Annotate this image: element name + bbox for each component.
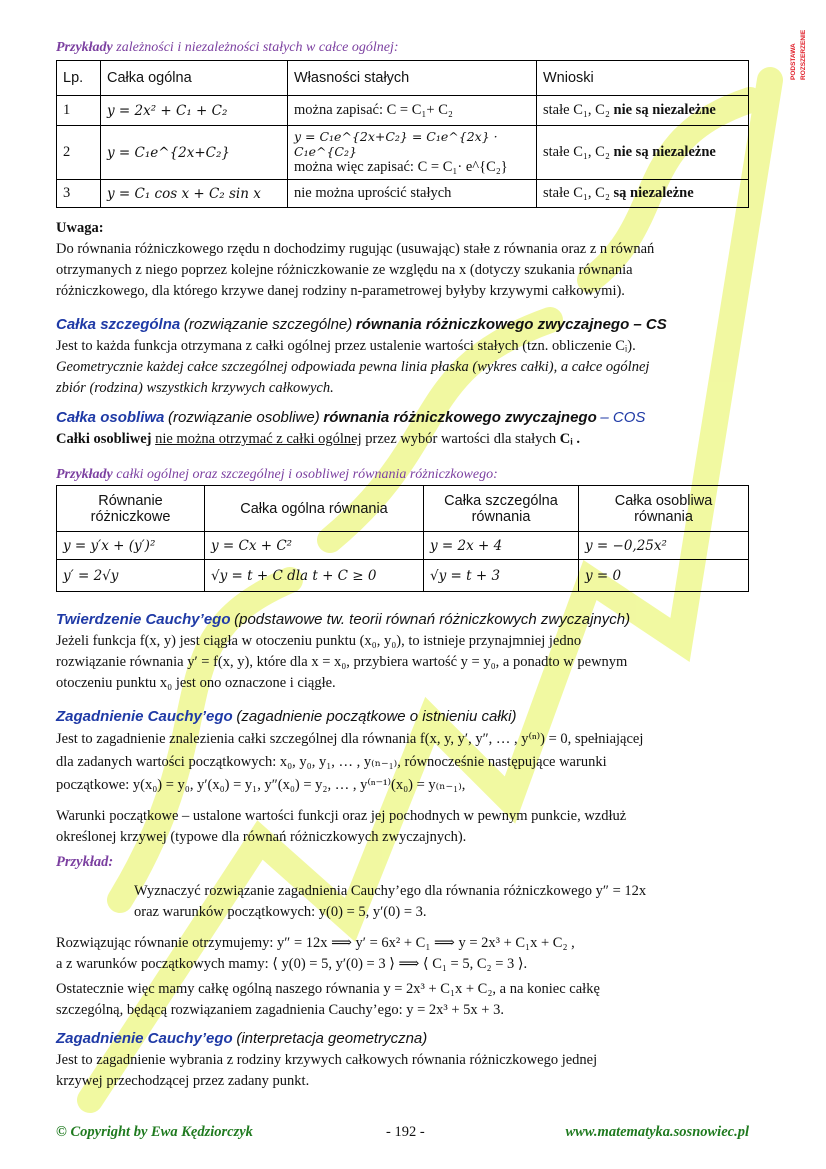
th-integral: Całka ogólna: [101, 61, 288, 96]
examples-2-title: Przykłady całki ogólnej oraz szczególnej i osobliwej równania różniczkowego:: [56, 467, 498, 482]
cell-singular: y = 0: [579, 560, 749, 592]
geometric-line: Jest to zagadnienie wybrania z rodziny krzywych całkowych równania różniczkowego jednej: [56, 1052, 598, 1069]
cos-rest: przez wybór wartości dla stałych: [365, 431, 557, 448]
table-row: [57, 126, 749, 180]
cauchy-problem-heading: Zagadnienie Cauchy’ego: [56, 708, 233, 725]
cauchy-problem-line: Jest to zagadnienie znalezienia całki szczególnej dla równania f(x, y, y′, y″, … , y⁽ⁿ⁾) = 0, spełniającej: [56, 731, 644, 748]
cauchy-theorem-line: rozwiązanie równania y′ = f(x, y), które dla x = x₀, przybiera wartość y = y₀, a ponadto w pewnym: [56, 654, 628, 671]
cell-integral: y = C₁e^{2x+C₂}: [101, 126, 288, 180]
footer-copyright: © Copyright by Ewa Kędziorczyk: [56, 1124, 253, 1140]
footer-page-number: - 192 -: [386, 1124, 425, 1140]
cell-singular: y = −0,25x²: [579, 532, 749, 560]
geometric-line: krzywej przechodzącej przez zadany punkt.: [56, 1073, 310, 1090]
cauchy-problem-line: Warunki początkowe – ustalone wartości funkcji oraz jej pochodnych w pewnym punkcie, wzdłuż: [56, 807, 627, 824]
example-title: Przykład:: [56, 854, 114, 870]
level-tag-basic: PODSTAWA: [790, 43, 797, 80]
cs-heading-mid: (rozwiązanie szczególne): [183, 316, 353, 333]
cell-particular: √y = t + 3: [424, 560, 579, 592]
cos-heading-end: równania różniczkowego zwyczajnego: [323, 409, 597, 426]
cell-property: można zapisać: C = C₁+ C₂: [288, 96, 537, 126]
cell-lp: 2: [57, 126, 101, 180]
cell-conclusion: stałe C₁, C₂ nie są niezależne: [537, 96, 749, 126]
cell-conclusion: stałe C₁, C₂ są niezależne: [537, 180, 749, 208]
geometric-heading: Zagadnienie Cauchy’ego: [56, 1030, 233, 1047]
example-solution-line: Ostatecznie więc mamy całkę ogólną naszego równania y = 2x³ + C₁x + C₂, a na koniec całkę: [56, 981, 600, 998]
th-properties: Własności stałych: [288, 61, 537, 96]
cauchy-theorem-section: [56, 609, 749, 694]
example-section: [56, 852, 749, 1021]
cos-section: [56, 407, 749, 450]
dependence-table: [56, 60, 749, 208]
th-conclusions: Wnioski: [537, 61, 749, 96]
example-task-line: oraz warunków początkowych: y(0) = 5, y′(0) = 3.: [134, 904, 427, 921]
level-tag: [788, 22, 818, 82]
level-tag-extended: ROZSZERZENIE: [800, 29, 807, 80]
th-singular: Całka osobliwa równania: [579, 486, 749, 532]
cauchy-problem-section: [56, 706, 749, 848]
cell-equation: y = y′x + (y′)²: [57, 532, 205, 560]
geometric-subheading: (interpretacja geometryczna): [236, 1030, 428, 1047]
cell-property: nie można uprościć stałych: [288, 180, 537, 208]
cell-property: y = C₁e^{2x+C₂} = C₁e^{2x} · C₁e^{C₂} można więc zapisać: C = C₁· e^{C₂}: [288, 126, 537, 180]
cell-particular: y = 2x + 4: [424, 532, 579, 560]
note-line: otrzymanych z niego poprzez kolejne różniczkowanie ze względu na x (dotyczy szukania równania: [56, 262, 633, 279]
cauchy-problem-line: określonej krzywej (typowe dla równań różniczkowych zwyczajnych).: [56, 828, 467, 845]
table-row: [57, 532, 749, 560]
cos-ci: Cᵢ .: [559, 431, 581, 448]
note-section: [56, 218, 749, 302]
cs-heading-end: równania różniczkowego zwyczajnego – CS: [355, 316, 667, 333]
th-equation: Równanie różniczkowe: [57, 486, 205, 532]
cs-line: Geometrycznie każdej całce szczególnej odpowiada pewna linia płaska (wykres całki), a całce ogólnej: [56, 359, 650, 376]
table-row: [57, 96, 749, 126]
example-solution-line: szczególną, będącą rozwiązaniem zagadnienia Cauchy’ego: y = 2x³ + 5x + 3.: [56, 1002, 504, 1019]
example-task-line: Wyznaczyć rozwiązanie zagadnienia Cauchy’ego dla równania różniczkowego y″ = 12x: [134, 883, 647, 900]
th-general: Całka ogólna równania: [205, 486, 424, 532]
cauchy-theorem-heading: Twierdzenie Cauchy’ego: [56, 611, 231, 628]
cos-bold: Całki osobliwej: [56, 431, 152, 448]
footer-website-link[interactable]: www.matematyka.sosnowiec.pl: [565, 1124, 749, 1140]
table-row: [57, 180, 749, 208]
note-title: Uwaga:: [56, 220, 104, 236]
cell-general: √y = t + C dla t + C ≥ 0: [205, 560, 424, 592]
cs-heading-bold: Całka szczególna: [56, 316, 181, 333]
cell-integral: y = 2x² + C₁ + C₂: [101, 96, 288, 126]
cos-heading-mid: (rozwiązanie osobliwe): [168, 409, 320, 426]
th-particular: Całka szczególna równania: [424, 486, 579, 532]
cauchy-problem-line: dla zadanych wartości początkowych: x₀, y₀, y₁, … , y₍ₙ₋₁₎, równocześnie następujące warunki: [56, 754, 607, 771]
cell-lp: 1: [57, 96, 101, 126]
cs-line: zbiór (rodzina) wszystkich krzywych całkowych.: [56, 380, 334, 397]
cos-heading-tail: – COS: [600, 409, 646, 426]
cauchy-theorem-subheading: (podstawowe tw. teorii równań różniczkowych zwyczajnych): [234, 611, 631, 628]
th-lp: Lp.: [57, 61, 101, 96]
cos-underlined: nie można otrzymać z całki ogólnej: [155, 431, 362, 448]
cauchy-problem-subheading: (zagadnienie początkowe o istnieniu całki): [236, 708, 517, 725]
example-solution-line: a z warunków początkowych mamy: ⟨ y(0) = 5, y′(0) = 3 ⟩ ⟹ ⟨ C₁ = 5, C₂ = 3 ⟩.: [56, 956, 528, 973]
cs-line: Jest to każda funkcja otrzymana z całki ogólnej przez ustalenie wartości stałych (tzn. obliczenie Cᵢ).: [56, 338, 636, 355]
cauchy-theorem-line: otoczeniu punktu x₀ jest ono oznaczone i ciągłe.: [56, 675, 336, 692]
cell-lp: 3: [57, 180, 101, 208]
cell-conclusion: stałe C₁, C₂ nie są niezależne: [537, 126, 749, 180]
integrals-table: [56, 485, 749, 592]
cauchy-theorem-line: Jeżeli funkcja f(x, y) jest ciągła w otoczeniu punktu (x₀, y₀), to istnieje przynajmniej jedno: [56, 633, 582, 650]
cos-heading-bold: Całka osobliwa: [56, 409, 165, 426]
example-solution-line: Rozwiązując równanie otrzymujemy: y″ = 12x ⟹ y′ = 6x² + C₁ ⟹ y = 2x³ + C₁x + C₂ ,: [56, 935, 575, 952]
cell-general: y = Cx + C²: [205, 532, 424, 560]
examples-1-title: Przykłady zależności i niezależności stałych w całce ogólnej:: [56, 40, 399, 55]
geometric-section: [56, 1028, 749, 1092]
cauchy-problem-line: początkowe: y(x₀) = y₀, y′(x₀) = y₁, y″(x₀) = y₂, … , y⁽ⁿ⁻¹⁾(x₀) = y₍ₙ₋₁₎,: [56, 777, 466, 794]
cell-equation: y′ = 2√y: [57, 560, 205, 592]
cell-integral: y = C₁ cos x + C₂ sin x: [101, 180, 288, 208]
note-line: różniczkowego, dla którego krzywe danej rodziny n-parametrowej byłyby krzywymi całkowymi).: [56, 283, 625, 300]
note-line: Do równania różniczkowego rzędu n dochodzimy rugując (usuwając) stałe z równania oraz z n równań: [56, 241, 655, 258]
table-row: [57, 560, 749, 592]
cs-section: [56, 314, 749, 399]
